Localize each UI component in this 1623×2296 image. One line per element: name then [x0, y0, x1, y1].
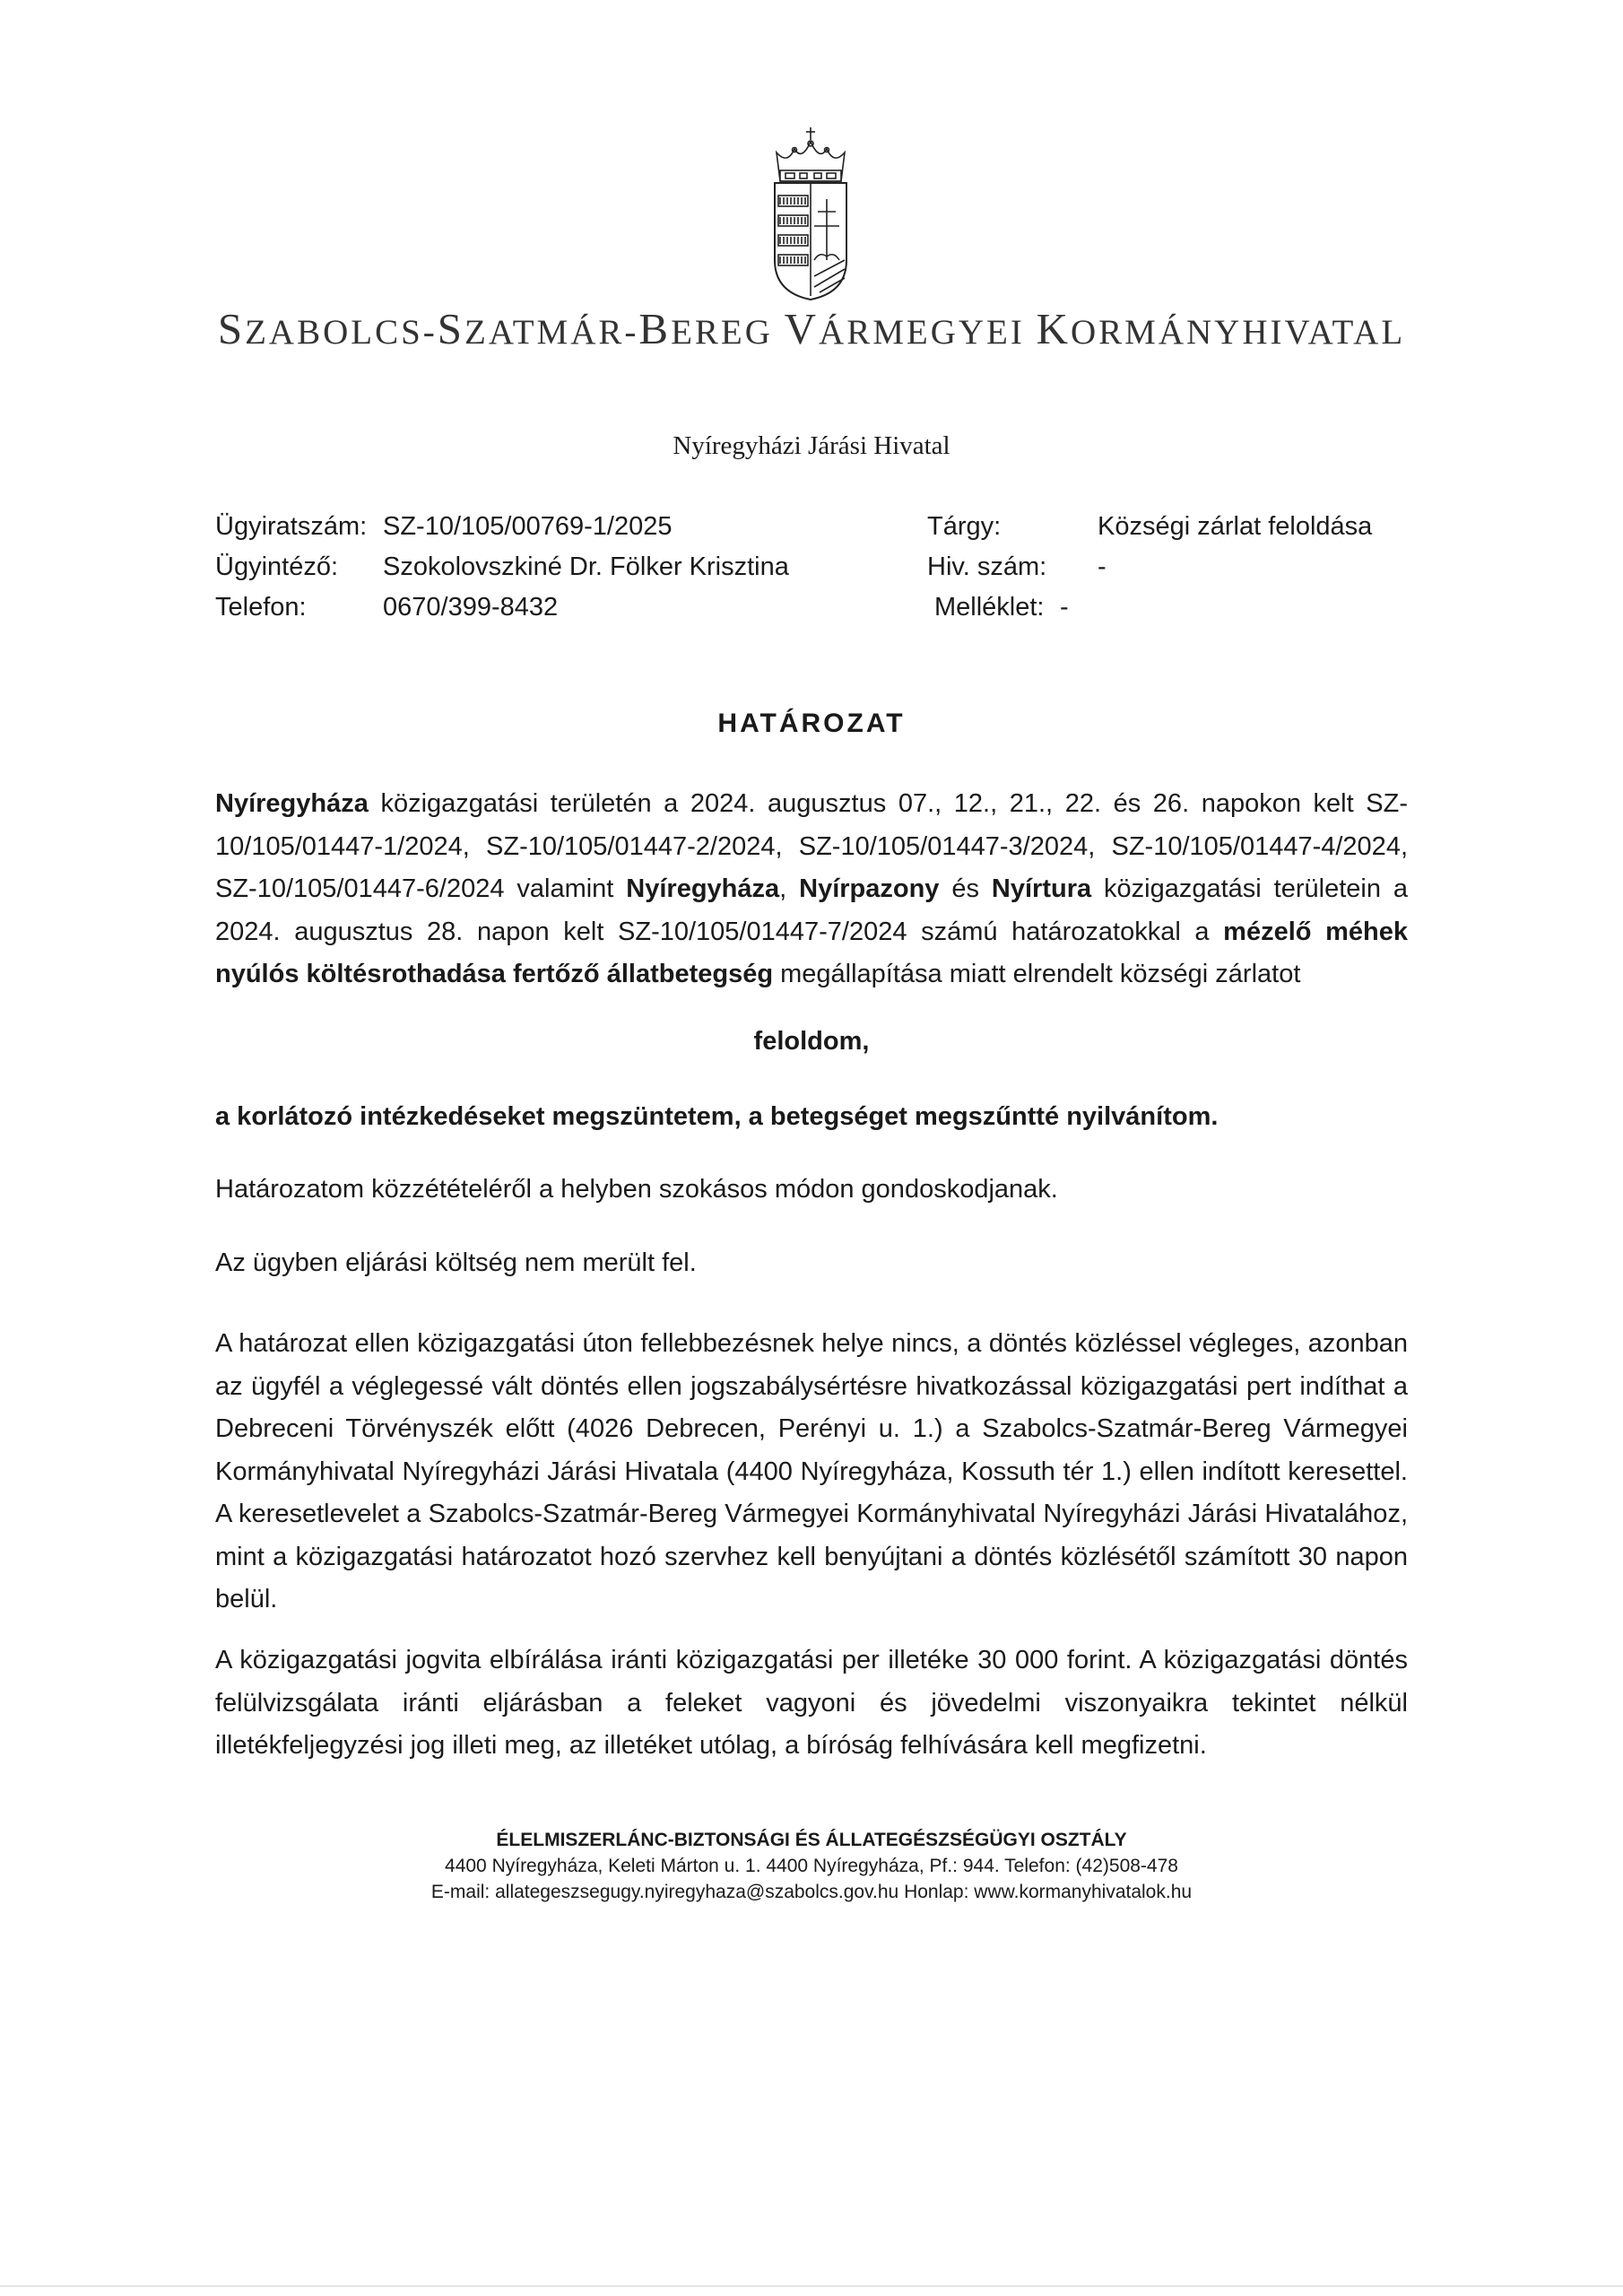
decision-text-4: közigazgatási területein a 2024. augusztus 28. napon kelt SZ-10/105/01447-7/2024 számú határozatokkal a — [215, 874, 1409, 946]
agency-word-2: SZATMÁR- — [437, 304, 639, 353]
reference-value: - — [1098, 552, 1107, 581]
city-name-2: Nyíregyháza — [626, 874, 780, 903]
decision-paragraph — [215, 783, 1408, 996]
fee-paragraph: A közigazgatási jogvita elbírálása iránti közigazgatási per illetéke 30 000 forint. A közigazgatási döntés felülvizsgálata iránti eljárásban a feleket vagyoni és jövedelmi viszonyaikra tekintet nélkül illetékfeljegyzési jog illeti meg, az illetéket utólag, a bíróság felhívására kell megfizetni. — [215, 1646, 1408, 1760]
publication-paragraph: Határozatom közzétételéről a helyben szokásos módon gondoskodjanak. — [215, 1175, 1058, 1204]
agency-word-5: KORMÁNYHIVATAL — [1036, 304, 1406, 353]
case-number-value: SZ-10/105/00769-1/2025 — [383, 512, 673, 541]
city-name: Nyíregyháza — [215, 789, 369, 818]
village-name-1: Nyírpazony — [799, 874, 940, 903]
village-name-2: Nyírtura — [991, 874, 1092, 903]
clerk-value: Szokolovszkiné Dr. Fölker Krisztina — [383, 552, 789, 581]
agency-word-1: SZABOLCS- — [217, 304, 438, 353]
phone-label: Telefon: — [215, 593, 307, 622]
decision-text-3: és — [939, 874, 992, 903]
attachment-label: Melléklet: — [934, 593, 1045, 622]
clerk-label: Ügyintéző: — [215, 552, 339, 581]
subject-value: Községi zárlat feloldása — [1098, 512, 1373, 541]
agency-name — [0, 303, 1623, 354]
decision-text-2: , — [779, 874, 800, 903]
disease-name: mézelő méhek nyúlós költésrothadása fertőző állatbetegség — [215, 917, 1408, 988]
costs-paragraph: Az ügyben eljárási költség nem merült fel. — [215, 1248, 697, 1277]
reference-label: Hiv. szám: — [927, 552, 1047, 581]
department-contact: E-mail: allategeszsegugy.nyiregyhaza@szabolcs.gov.hu Honlap: www.kormanyhivatalok.hu — [430, 1882, 1193, 1902]
subject-label: Tárgy: — [927, 512, 1002, 541]
department-name: ÉLELMISZERLÁNC-BIZTONSÁGI ÉS ÁLLATEGÉSZSÉGÜGYI OSZTÁLY — [496, 1830, 1127, 1850]
agency-word-3: BEREG — [638, 304, 785, 353]
district-office: Nyíregyházi Járási Hivatal — [673, 431, 950, 460]
scan-edge-line — [0, 2285, 1623, 2287]
decision-text-5: megállapítása miatt elrendelt községi zárlatot — [773, 960, 1301, 988]
release-statement: feloldom, — [753, 1027, 870, 1056]
department-address: 4400 Nyíregyháza, Keleti Márton u. 1. 4400 Nyíregyháza, Pf.: 944. Telefon: (42)508-478 — [445, 1856, 1178, 1876]
measures-statement: a korlátozó intézkedéseket megszüntetem, a betegséget megszűntté nyilvánítom. — [215, 1102, 1219, 1131]
decision-text-1: közigazgatási területén a 2024. augusztus 07., 12., 21., 22. és 26. napokon kelt SZ-10/105/01447-1/2024, SZ-10/105/01447-2/2024, SZ-10/105/01447-3/2024, SZ-10/105/01447-4/2024, SZ-10/105/01447-6/2024 valamint — [215, 789, 1408, 903]
document-title: HATÁROZAT — [717, 709, 906, 738]
agency-word-4: VÁRMEGYEI — [784, 304, 1037, 353]
case-number-label: Ügyiratszám: — [215, 512, 368, 541]
legal-remedy-paragraph: A határozat ellen közigazgatási úton fellebbezésnek helye nincs, a döntés közléssel végleges, azonban az ügyfél a véglegessé vált döntés ellen jogszabálysértésre hivatkozással közigazgatási pert indíthat a Debreceni Törvényszék előtt (4026 Debrecen, Perényi u. 1.) a Szabolcs-Szatmár-Bereg Vármegyei Kormányhivatal Nyíregyházi Járási Hivatala (4400 Nyíregyháza, Kossuth tér 1.) ellen indított keresettel. A keresetlevelet a Szabolcs-Szatmár-Bereg Vármegyei Kormányhivatal Nyíregyházi Járási Hivatalához, mint a közigazgatási határozatot hozó szervhez kell benyújtani a döntés közlésétől számított 30 napon belül. — [215, 1329, 1408, 1613]
attachment-value: - — [1060, 593, 1069, 622]
department-footer — [0, 1827, 1623, 1905]
phone-value: 0670/399-8432 — [383, 593, 559, 622]
coat-of-arms-icon — [768, 126, 854, 301]
